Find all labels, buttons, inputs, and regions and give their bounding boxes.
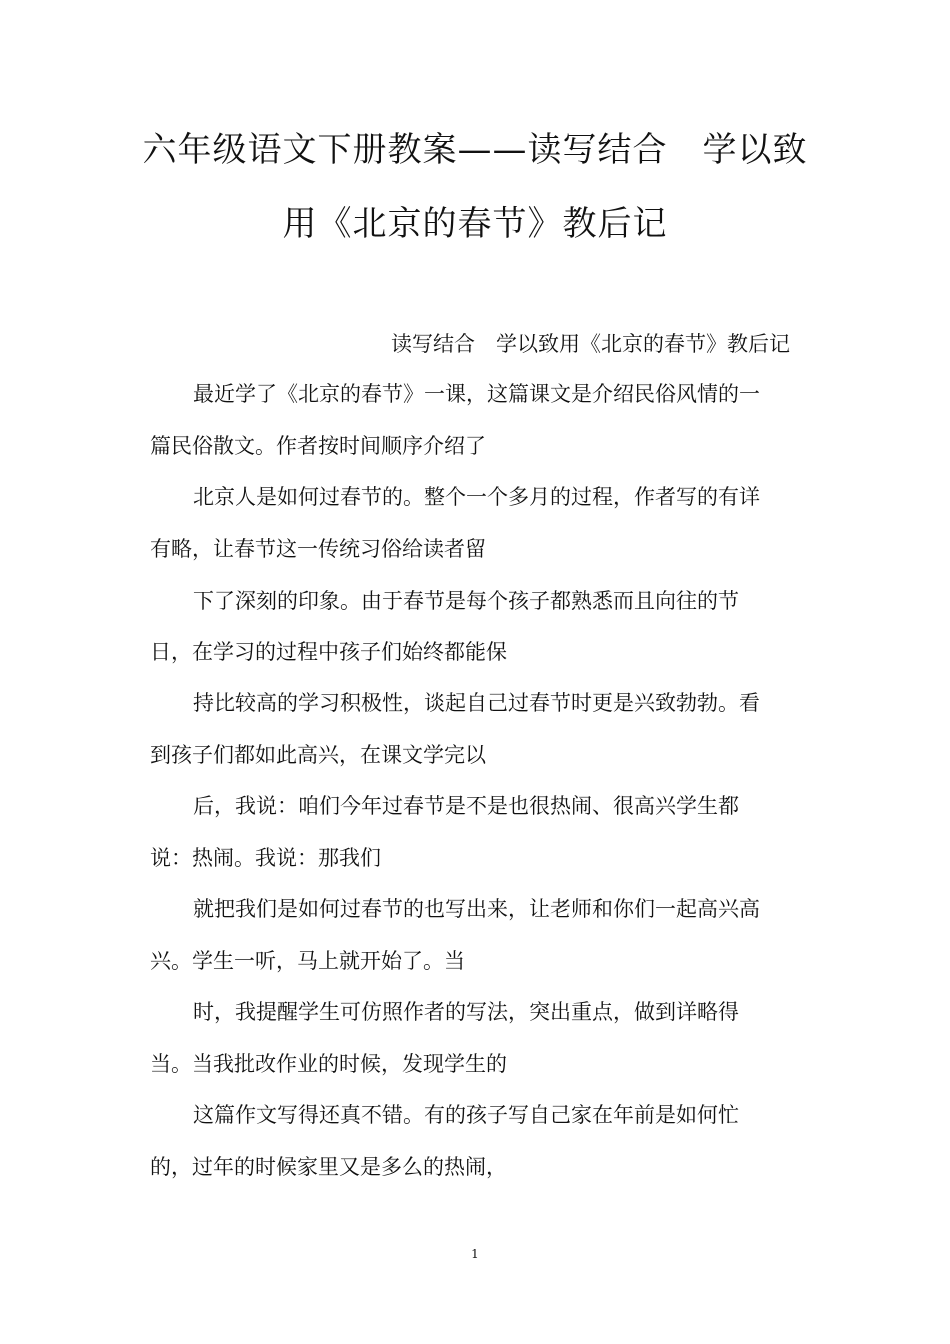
paragraph-line: 下了深刻的印象。由于春节是每个孩子都熟悉而且向往的节: [193, 589, 739, 613]
paragraph-line: 有略，让春节这一传统习俗给读者留: [150, 537, 486, 561]
title-line-1: 六年级语文下册教案——读写结合 学以致: [142, 130, 808, 170]
paragraph-line: 当。当我批改作业的时候，发现学生的: [150, 1052, 507, 1076]
paragraph-line: 时，我提醒学生可仿照作者的写法，突出重点，做到详略得: [193, 1000, 739, 1024]
paragraph-line: 这篇作文写得还真不错。有的孩子写自己家在年前是如何忙: [193, 1103, 739, 1127]
paragraph-line: 篇民俗散文。作者按时间顺序介绍了: [150, 434, 486, 458]
paragraph-line: 最近学了《北京的春节》一课，这篇课文是介绍民俗风情的一: [193, 382, 760, 406]
paragraph-line: 说：热闹。我说：那我们: [150, 846, 381, 870]
title-line-2: 用《北京的春节》教后记: [282, 204, 668, 244]
paragraph-line: 持比较高的学习积极性，谈起自己过春节时更是兴致勃勃。看: [193, 691, 760, 715]
paragraph-line: 到孩子们都如此高兴，在课文学完以: [150, 743, 486, 767]
subtitle: 读写结合 学以致用《北京的春节》教后记: [391, 332, 790, 356]
paragraph-line: 后，我说：咱们今年过春节是不是也很热闹、很高兴学生都: [193, 794, 739, 818]
paragraph-line: 兴。学生一听，马上就开始了。当: [150, 949, 465, 973]
paragraph-line: 日，在学习的过程中孩子们始终都能保: [150, 640, 507, 664]
paragraph-line: 的，过年的时候家里又是多么的热闹，: [150, 1155, 507, 1179]
paragraph-line: 北京人是如何过春节的。整个一个多月的过程，作者写的有详: [193, 485, 760, 509]
page-number: 1: [471, 1247, 479, 1261]
paragraph-line: 就把我们是如何过春节的也写出来，让老师和你们一起高兴高: [193, 897, 760, 921]
